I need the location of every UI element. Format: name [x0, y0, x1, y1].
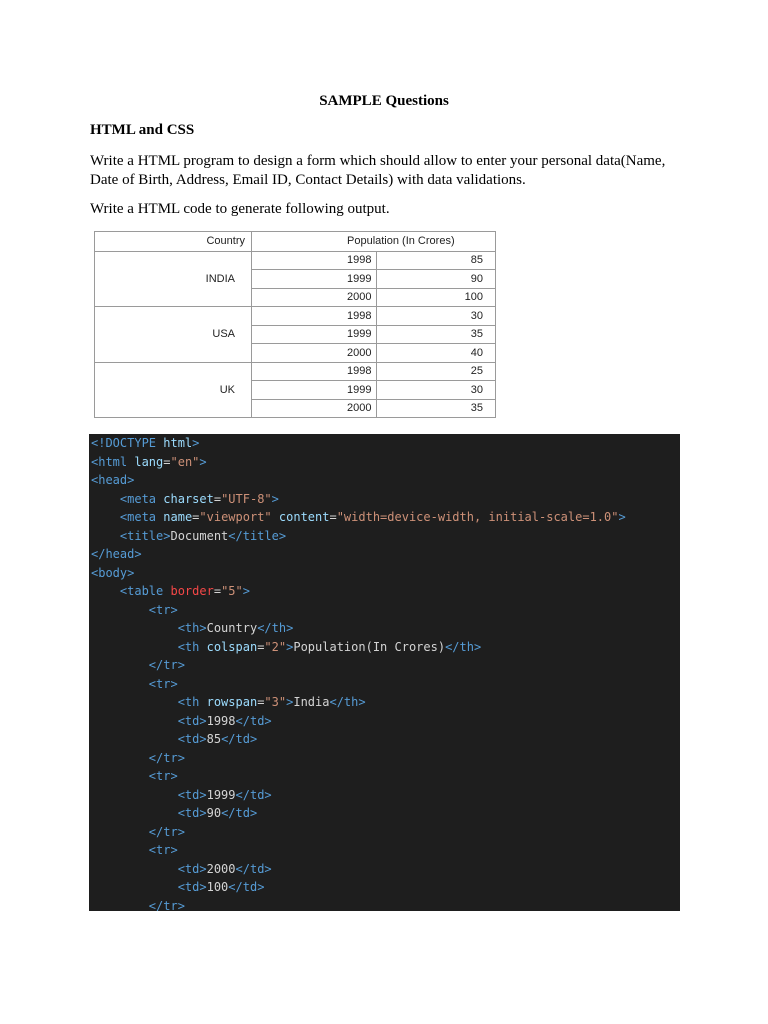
- code-line: [89, 693, 680, 712]
- population-cell: 25: [377, 362, 496, 381]
- code-token: "UTF-8": [221, 491, 272, 506]
- code-token: India: [293, 695, 330, 709]
- code-token: charset: [163, 491, 214, 506]
- code-line: [89, 675, 680, 694]
- year-cell: 2000: [252, 399, 377, 418]
- code-line: [89, 804, 680, 823]
- code-token: <body>: [91, 565, 135, 580]
- year-cell: 1998: [252, 251, 377, 270]
- code-token: <tr>: [148, 843, 178, 857]
- code-token: =: [329, 510, 337, 524]
- code-token: rowspan: [206, 695, 258, 709]
- code-token: >: [618, 510, 626, 524]
- code-line: [89, 786, 680, 805]
- population-cell: 30: [377, 381, 496, 400]
- code-token: 2000: [206, 861, 236, 876]
- code-token: [91, 806, 178, 820]
- code-token: Population(In Crores): [293, 639, 446, 654]
- code-line: [89, 730, 680, 749]
- code-line: [89, 527, 680, 546]
- code-token: <td>: [177, 787, 207, 802]
- code-token: </tr>: [148, 750, 185, 765]
- code-token: </th>: [445, 639, 482, 654]
- code-token: [91, 658, 149, 672]
- code-token: </td>: [221, 732, 258, 746]
- code-token: =: [163, 454, 171, 469]
- code-line: [89, 712, 680, 731]
- table-row: [95, 362, 496, 381]
- code-token: <td>: [177, 861, 207, 876]
- year-cell: 1999: [252, 325, 377, 344]
- code-token: </td>: [228, 880, 265, 894]
- code-token: "2": [264, 639, 287, 654]
- code-token: 1999: [206, 787, 236, 802]
- code-token: <!DOCTYPE: [91, 436, 164, 450]
- country-cell: USA: [95, 307, 252, 363]
- code-token: [91, 825, 149, 839]
- section-heading: HTML and CSS: [90, 122, 195, 138]
- code-token: [91, 899, 149, 912]
- code-line: [89, 619, 680, 638]
- code-token: border: [170, 584, 214, 598]
- code-line: [89, 841, 680, 860]
- code-token: <meta: [119, 491, 164, 506]
- question-2-text: Write a HTML code to generate following output.: [90, 201, 390, 217]
- code-line: [89, 453, 680, 472]
- code-token: [91, 862, 178, 876]
- year-cell: 1998: [252, 307, 377, 326]
- code-token: [91, 640, 178, 654]
- code-token: </td>: [235, 787, 272, 802]
- code-token: </title>: [228, 528, 287, 543]
- code-token: "5": [221, 584, 243, 598]
- table-header-row: [95, 232, 496, 252]
- code-token: >: [286, 639, 294, 654]
- code-token: </th>: [257, 621, 294, 635]
- code-token: [91, 695, 178, 709]
- code-token: =: [192, 510, 200, 524]
- code-token: >: [286, 695, 294, 709]
- population-cell: 100: [377, 288, 496, 307]
- country-cell: INDIA: [95, 251, 252, 307]
- code-token: <th>: [177, 621, 207, 635]
- code-token: [91, 843, 149, 857]
- code-token: <th: [177, 639, 207, 654]
- question-1-text: Write a HTML program to design a form which should allow to enter your personal data(Name, Date of Birth, Address, Email ID, Contact Details) with data validations.: [90, 153, 666, 188]
- header-country: Country: [95, 232, 252, 252]
- code-line: [89, 564, 680, 583]
- page-title: SAMPLE Questions: [319, 93, 449, 109]
- code-token: [91, 529, 120, 543]
- year-cell: 1999: [252, 270, 377, 289]
- year-cell: 1998: [252, 362, 377, 381]
- code-token: 85: [206, 732, 222, 746]
- table-row: [95, 251, 496, 270]
- code-token: <tr>: [148, 602, 178, 617]
- code-token: </td>: [221, 806, 258, 820]
- code-token: "en": [170, 454, 200, 469]
- code-token: [91, 603, 149, 617]
- code-token: </tr>: [148, 824, 185, 839]
- population-cell: 35: [377, 399, 496, 418]
- code-line: [89, 508, 680, 527]
- code-token: "3": [264, 695, 287, 709]
- code-token: </head>: [91, 547, 142, 561]
- code-line: [89, 601, 680, 620]
- code-line: [89, 767, 680, 786]
- year-cell: 2000: [252, 344, 377, 363]
- code-token: </th>: [329, 695, 366, 709]
- code-token: <meta: [119, 510, 164, 524]
- code-token: >: [271, 491, 279, 506]
- code-token: [91, 880, 178, 894]
- code-token: [91, 751, 149, 765]
- population-cell: 35: [377, 325, 496, 344]
- code-token: <tr>: [148, 769, 178, 783]
- code-line: [89, 434, 680, 453]
- code-token: <td>: [177, 880, 207, 894]
- code-token: <table: [119, 584, 171, 598]
- code-token: [91, 677, 149, 691]
- year-cell: 1999: [252, 381, 377, 400]
- code-token: </tr>: [148, 658, 185, 672]
- code-token: </td>: [235, 861, 272, 876]
- code-token: =: [257, 695, 265, 709]
- population-cell: 90: [377, 270, 496, 289]
- reference-table-body: [95, 251, 496, 418]
- code-token: "width=device-width, initial-scale=1.0": [336, 510, 619, 524]
- code-line: [89, 471, 680, 490]
- table-row: [95, 307, 496, 326]
- code-token: [91, 732, 178, 746]
- code-token: <td>: [177, 806, 207, 820]
- code-line: [89, 638, 680, 657]
- code-token: 1998: [206, 713, 236, 728]
- code-token: <td>: [177, 732, 207, 746]
- header-population: Population (In Crores): [252, 232, 496, 252]
- code-line: [89, 582, 680, 601]
- code-token: >: [242, 584, 250, 598]
- code-token: <th: [177, 695, 207, 709]
- code-token: [91, 788, 178, 802]
- code-token: <html: [91, 454, 135, 469]
- code-token: <td>: [177, 713, 207, 728]
- code-token: 100: [206, 880, 229, 894]
- population-cell: 30: [377, 307, 496, 326]
- population-cell: 40: [377, 344, 496, 363]
- code-token: </td>: [235, 713, 272, 728]
- code-token: >: [192, 436, 200, 450]
- code-block: [89, 434, 680, 911]
- code-token: <title>: [119, 528, 171, 543]
- code-line: [89, 490, 680, 509]
- code-token: [272, 510, 279, 524]
- code-token: [91, 769, 149, 783]
- code-token: "viewport": [199, 510, 272, 524]
- code-line: [89, 878, 680, 897]
- code-token: [91, 510, 120, 524]
- code-line: [89, 860, 680, 879]
- reference-output-table: [94, 231, 496, 418]
- population-cell: 85: [377, 251, 496, 270]
- code-token: 90: [206, 806, 222, 820]
- code-token: >: [199, 454, 207, 469]
- country-cell: UK: [95, 362, 252, 418]
- code-token: Country: [206, 621, 258, 635]
- code-line: [89, 897, 680, 912]
- code-token: colspan: [206, 639, 258, 654]
- code-token: content: [278, 510, 330, 524]
- code-token: html: [163, 436, 193, 450]
- code-line: [89, 545, 680, 564]
- year-cell: 2000: [252, 288, 377, 307]
- code-token: =: [257, 639, 265, 654]
- code-token: name: [163, 510, 193, 524]
- code-token: <head>: [91, 473, 135, 487]
- code-token: =: [213, 491, 222, 506]
- code-token: lang: [134, 454, 164, 469]
- code-token: </tr>: [148, 898, 185, 911]
- code-token: [91, 714, 178, 728]
- code-line: [89, 823, 680, 842]
- code-token: [91, 584, 120, 598]
- code-line: [89, 749, 680, 768]
- code-token: =: [213, 584, 222, 598]
- code-line: [89, 656, 680, 675]
- code-token: Document: [170, 528, 229, 543]
- code-token: [91, 492, 120, 506]
- code-token: <tr>: [148, 676, 178, 691]
- code-token: [91, 621, 178, 635]
